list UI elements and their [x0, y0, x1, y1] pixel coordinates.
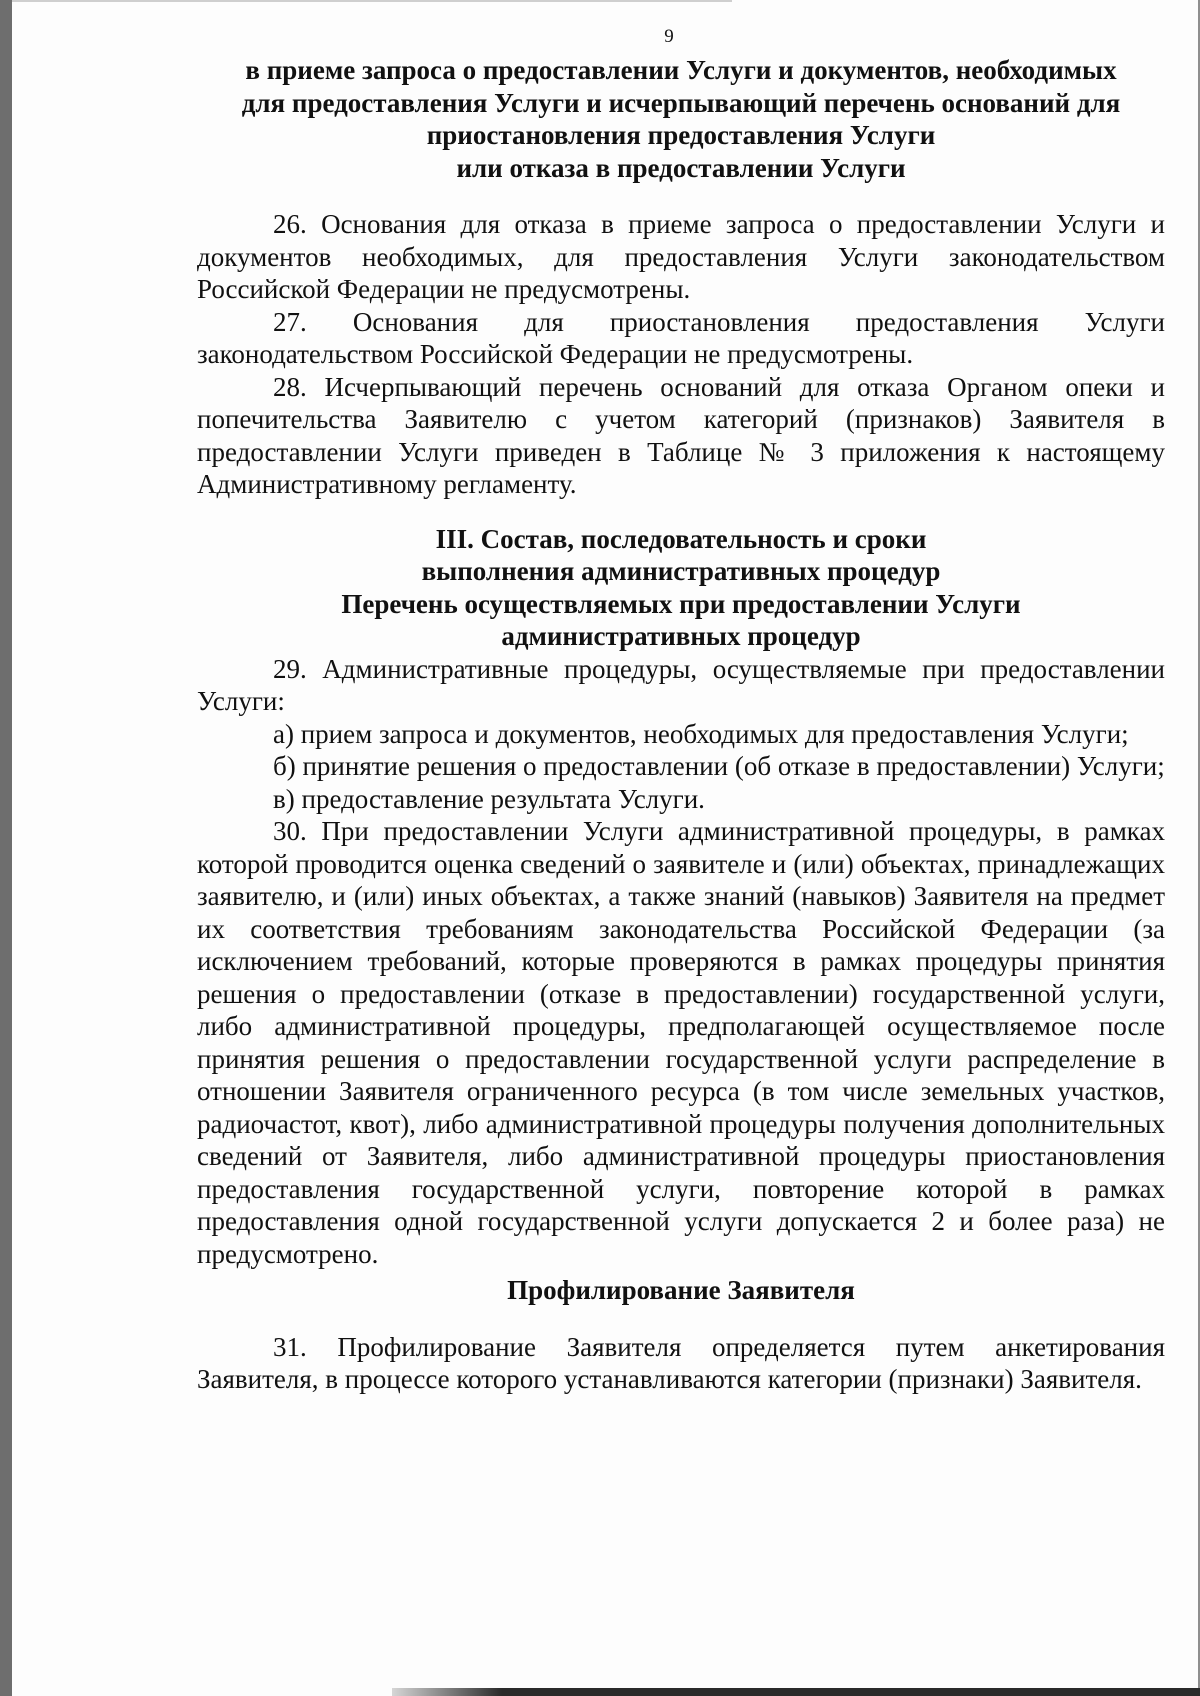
paragraph-29: 29. Административные процедуры, осуществляемые при предоставлении Услуги: [197, 653, 1165, 716]
heading-line: административных процедур [501, 621, 861, 651]
heading-line: для предоставления Услуги и исчерпывающий перечень оснований для [241, 87, 1121, 118]
list-item-a: а) прием запроса и документов, необходимых для предоставления Услуги; [273, 718, 1129, 749]
paragraph-27: 27. Основания для приостановления предоставления Услуги законодательством Российской Федерации не предусмотрены. [197, 306, 1165, 369]
paragraph-26: 26. Основания для отказа в приеме запроса о предоставлении Услуги и документов необходимых, для предоставления Услуги законодательством Российской Федерации не предусмотрены. [197, 209, 1165, 304]
document-page [12, 0, 1200, 1696]
page-content [197, 26, 1165, 1396]
scan-bottom-bar [392, 1688, 1200, 1696]
heading-line: выполнения административных процедур [421, 556, 941, 586]
section-heading-profiling: Профилирование Заявителя [507, 1275, 855, 1305]
paragraph-28: 28. Исчерпывающий перечень оснований для отказа Органом опеки и попечительства Заявителю с учетом категорий (признаков) Заявителя в предоставлении Услуги приведен в Таблице № 3 приложения к настоящему Административному регламенту. [197, 371, 1165, 499]
paragraph-31: 31. Профилирование Заявителя определяется путем анкетирования Заявителя, в процессе которого устанавливаются категории (признаки) Заявителя. [197, 1331, 1165, 1394]
paragraph-30: 30. При предоставлении Услуги административной процедуры, в рамках которой проводится оценка сведений о заявителе и (или) объектах, принадлежащих заявителю, и (или) иных объектах, а также знаний (навыков) Заявителя на предмет их соответствия требованиям законодательства Российской Федерации (за исключением требований, которые проверяются в рамках процедуры принятия решения о предоставлении (отказе в предоставлении) государственной услуги, либо административной процедуры, предполагающей осуществляемое после принятия решения о предоставлении государственной услуги распределение в отношении Заявителя ограниченного ресурса (в том числе земельных участков, радиочастот, квот), либо административной процедуры получения дополнительных сведений от Заявителя, либо административной процедуры приостановления предоставления государственной услуги, повторение которой в рамках предоставления одной государственной услуги допускается 2 и более раза) не предусмотрено. [197, 816, 1165, 1269]
page-number: 9 [664, 26, 674, 47]
heading-line: III. Состав, последовательность и сроки [435, 523, 927, 554]
heading-line: Перечень осуществляемых при предоставлении Услуги [341, 588, 1021, 619]
heading-line: в приеме запроса о предоставлении Услуги и документов, необходимых [245, 55, 1117, 85]
heading-line: приостановления предоставления Услуги [426, 120, 936, 150]
scan-bottom-bar-fade [392, 1688, 502, 1696]
section-heading-grounds [197, 54, 1165, 184]
list-item-c: в) предоставление результата Услуги. [273, 783, 705, 814]
heading-line: или отказа в предоставлении Услуги [456, 152, 906, 183]
scan-top-edge [12, 0, 732, 2]
section-heading-procedures [197, 523, 1165, 653]
list-item-b: б) принятие решения о предоставлении (об отказе в предоставлении) Услуги; [273, 751, 1165, 781]
